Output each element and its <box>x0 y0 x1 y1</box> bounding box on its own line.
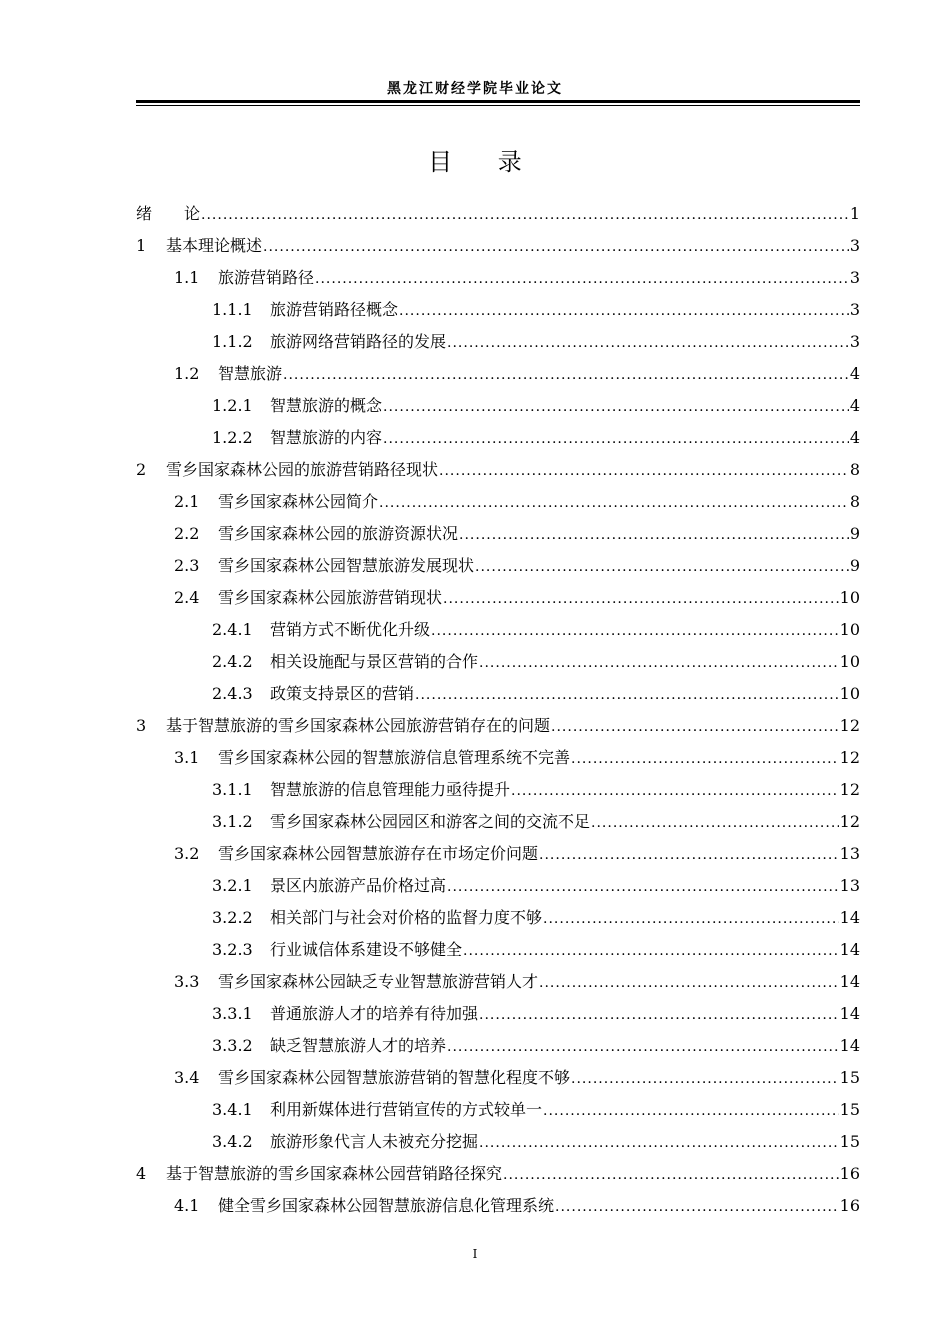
toc-entry-label: 绪 论 <box>136 204 201 223</box>
toc-entry[interactable] <box>136 486 860 518</box>
toc-entry[interactable] <box>136 1126 860 1158</box>
toc-entry[interactable] <box>136 934 860 966</box>
toc-entry[interactable] <box>136 614 860 646</box>
toc-dot-leader <box>415 678 839 710</box>
toc-entry-page: 13 <box>839 844 860 863</box>
toc-entry-label: 雪乡国家森林公园的旅游资源状况 <box>218 524 459 543</box>
toc-entry-page: 14 <box>839 1036 860 1055</box>
toc-entry-label: 缺乏智慧旅游人才的培养 <box>270 1036 447 1055</box>
toc-entry[interactable] <box>136 1158 860 1190</box>
toc-entry-page: 4 <box>849 428 860 447</box>
toc-entry-number: 3.3.1 <box>212 1004 253 1023</box>
toc-entry-page: 8 <box>849 492 860 511</box>
toc-entry-page: 1 <box>849 204 860 223</box>
toc-entry-page: 12 <box>839 812 860 831</box>
toc-entry-label: 旅游形象代言人未被充分挖掘 <box>270 1132 479 1151</box>
toc-entry-number: 2.4.2 <box>212 652 253 671</box>
toc-entry-number: 3 <box>136 716 147 735</box>
toc-dot-leader <box>463 934 839 966</box>
toc-dot-leader <box>315 262 849 294</box>
toc-entry-label: 雪乡国家森林公园缺乏专业智慧旅游营销人才 <box>218 972 539 991</box>
toc-dot-leader <box>447 326 849 358</box>
toc-dot-leader <box>479 998 839 1030</box>
header-rule-thick <box>136 100 860 103</box>
toc-entry-page: 4 <box>849 364 860 383</box>
toc-entry-label: 智慧旅游的信息管理能力亟待提升 <box>270 780 511 799</box>
toc-entry-label: 雪乡国家森林公园简介 <box>218 492 379 511</box>
toc-dot-leader <box>503 1158 839 1190</box>
toc-entry[interactable] <box>136 646 860 678</box>
toc-dot-leader <box>431 614 839 646</box>
toc-entry-label: 旅游网络营销路径的发展 <box>270 332 447 351</box>
toc-dot-leader <box>459 518 849 550</box>
toc-entry[interactable] <box>136 582 860 614</box>
toc-entry-label: 基本理论概述 <box>166 236 263 255</box>
toc-dot-leader <box>479 1126 839 1158</box>
toc-entry-number: 3.2.1 <box>212 876 253 895</box>
toc-entry[interactable] <box>136 198 860 230</box>
header-rule-thin <box>136 105 860 106</box>
toc-entry[interactable] <box>136 710 860 742</box>
table-of-contents <box>136 198 860 1222</box>
toc-entry-label: 旅游营销路径 <box>218 268 315 287</box>
toc-entry[interactable] <box>136 838 860 870</box>
toc-dot-leader <box>383 390 849 422</box>
toc-entry-page: 9 <box>849 524 860 543</box>
toc-entry-page: 3 <box>849 300 860 319</box>
toc-entry-page: 14 <box>839 1004 860 1023</box>
toc-entry-page: 14 <box>839 908 860 927</box>
toc-entry-page: 12 <box>839 780 860 799</box>
toc-dot-leader <box>591 806 839 838</box>
toc-entry-label: 智慧旅游 <box>218 364 283 383</box>
toc-entry[interactable] <box>136 870 860 902</box>
toc-dot-leader <box>543 902 839 934</box>
toc-dot-leader <box>283 358 849 390</box>
toc-entry-page: 3 <box>849 332 860 351</box>
toc-entry-number: 2.2 <box>174 524 200 543</box>
toc-dot-leader <box>399 294 849 326</box>
toc-dot-leader <box>571 742 839 774</box>
toc-entry[interactable] <box>136 1062 860 1094</box>
toc-entry[interactable] <box>136 902 860 934</box>
toc-entry-number: 2.4.1 <box>212 620 253 639</box>
toc-entry-page: 10 <box>839 684 860 703</box>
toc-dot-leader <box>439 454 849 486</box>
toc-entry-number: 3.1.1 <box>212 780 253 799</box>
toc-entry[interactable] <box>136 1030 860 1062</box>
toc-entry-page: 16 <box>839 1164 860 1183</box>
toc-dot-leader <box>443 582 839 614</box>
toc-entry-page: 16 <box>839 1196 860 1215</box>
toc-entry-number: 3.3.2 <box>212 1036 253 1055</box>
toc-entry[interactable] <box>136 294 860 326</box>
toc-dot-leader <box>543 1094 839 1126</box>
toc-entry[interactable] <box>136 1190 860 1222</box>
toc-dot-leader <box>475 550 849 582</box>
toc-dot-leader <box>379 486 849 518</box>
toc-entry-label: 利用新媒体进行营销宣传的方式较单一 <box>270 1100 543 1119</box>
toc-entry[interactable] <box>136 454 860 486</box>
toc-entry-label: 行业诚信体系建设不够健全 <box>270 940 463 959</box>
toc-entry-page: 13 <box>839 876 860 895</box>
toc-entry-number: 2 <box>136 460 147 479</box>
toc-entry-label: 雪乡国家森林公园园区和游客之间的交流不足 <box>270 812 591 831</box>
toc-entry-label: 相关部门与社会对价格的监督力度不够 <box>270 908 543 927</box>
toc-entry-number: 3.2.3 <box>212 940 253 959</box>
toc-entry-number: 1.1 <box>174 268 200 287</box>
toc-dot-leader <box>555 1190 839 1222</box>
toc-entry-number: 3.4.2 <box>212 1132 253 1151</box>
toc-entry[interactable] <box>136 806 860 838</box>
toc-entry-number: 1.2 <box>174 364 200 383</box>
toc-entry-label: 雪乡国家森林公园的智慧旅游信息管理系统不完善 <box>218 748 571 767</box>
toc-entry-page: 10 <box>839 620 860 639</box>
toc-entry-page: 8 <box>849 460 860 479</box>
toc-entry-number: 4 <box>136 1164 147 1183</box>
toc-entry-page: 15 <box>839 1068 860 1087</box>
toc-entry-label: 基于智慧旅游的雪乡国家森林公园旅游营销存在的问题 <box>166 716 551 735</box>
toc-dot-leader <box>539 838 839 870</box>
toc-entry[interactable] <box>136 966 860 998</box>
toc-entry-number: 2.3 <box>174 556 200 575</box>
toc-entry-number: 3.4.1 <box>212 1100 253 1119</box>
toc-entry-number: 1.2.2 <box>212 428 253 447</box>
toc-entry-label: 景区内旅游产品价格过高 <box>270 876 447 895</box>
toc-entry[interactable] <box>136 774 860 806</box>
toc-dot-leader <box>447 870 839 902</box>
toc-entry[interactable] <box>136 678 860 710</box>
toc-entry[interactable] <box>136 742 860 774</box>
toc-entry-number: 3.1.2 <box>212 812 253 831</box>
page-number: I <box>472 1247 478 1261</box>
toc-dot-leader <box>263 230 849 262</box>
toc-dot-leader <box>383 422 849 454</box>
toc-entry-number: 2.4 <box>174 588 200 607</box>
toc-entry-label: 旅游营销路径概念 <box>270 300 399 319</box>
toc-entry-label: 雪乡国家森林公园智慧旅游营销的智慧化程度不够 <box>218 1068 571 1087</box>
toc-dot-leader <box>447 1030 839 1062</box>
toc-entry-number: 1.2.1 <box>212 396 253 415</box>
toc-entry-label: 普通旅游人才的培养有待加强 <box>270 1004 479 1023</box>
toc-entry-page: 10 <box>839 588 860 607</box>
toc-entry-label: 雪乡国家森林公园的旅游营销路径现状 <box>166 460 439 479</box>
toc-entry-page: 9 <box>849 556 860 575</box>
toc-entry-number: 1.1.2 <box>212 332 253 351</box>
toc-entry-page: 10 <box>839 652 860 671</box>
toc-entry[interactable] <box>136 262 860 294</box>
toc-entry-label: 智慧旅游的概念 <box>270 396 383 415</box>
toc-entry-page: 14 <box>839 972 860 991</box>
toc-entry-label: 雪乡国家森林公园智慧旅游发展现状 <box>218 556 475 575</box>
toc-dot-leader <box>539 966 839 998</box>
toc-entry-page: 3 <box>849 268 860 287</box>
toc-entry-label: 智慧旅游的内容 <box>270 428 383 447</box>
toc-entry-label: 营销方式不断优化升级 <box>270 620 431 639</box>
toc-entry-page: 4 <box>849 396 860 415</box>
toc-entry-number: 1.1.1 <box>212 300 253 319</box>
toc-entry-label: 雪乡国家森林公园旅游营销现状 <box>218 588 443 607</box>
toc-dot-leader <box>511 774 839 806</box>
toc-entry-number: 2.4.3 <box>212 684 253 703</box>
toc-entry-page: 14 <box>839 940 860 959</box>
toc-entry-label: 相关设施配与景区营销的合作 <box>270 652 479 671</box>
toc-entry-number: 3.3 <box>174 972 200 991</box>
toc-dot-leader <box>479 646 839 678</box>
toc-entry-number: 3.2.2 <box>212 908 253 927</box>
toc-entry-page: 12 <box>839 716 860 735</box>
toc-dot-leader <box>201 198 849 230</box>
toc-entry-page: 12 <box>839 748 860 767</box>
toc-dot-leader <box>571 1062 839 1094</box>
toc-entry-page: 3 <box>849 236 860 255</box>
toc-entry[interactable] <box>136 998 860 1030</box>
toc-entry-number: 4.1 <box>174 1196 200 1215</box>
toc-entry[interactable] <box>136 390 860 422</box>
toc-entry-number: 3.1 <box>174 748 200 767</box>
toc-entry-label: 雪乡国家森林公园智慧旅游存在市场定价问题 <box>218 844 539 863</box>
toc-entry[interactable] <box>136 358 860 390</box>
toc-title: 目 录 <box>428 148 522 176</box>
toc-entry[interactable] <box>136 326 860 358</box>
toc-entry[interactable] <box>136 230 860 262</box>
toc-entry[interactable] <box>136 422 860 454</box>
toc-entry-number: 2.1 <box>174 492 200 511</box>
toc-entry-page: 15 <box>839 1100 860 1119</box>
toc-entry-label: 健全雪乡国家森林公园智慧旅游信息化管理系统 <box>218 1196 555 1215</box>
toc-entry-page: 15 <box>839 1132 860 1151</box>
toc-entry-label: 政策支持景区的营销 <box>270 684 415 703</box>
toc-entry[interactable] <box>136 1094 860 1126</box>
toc-entry-number: 1 <box>136 236 147 255</box>
toc-entry[interactable] <box>136 550 860 582</box>
toc-entry-number: 3.2 <box>174 844 200 863</box>
running-header: 黑龙江财经学院毕业论文 <box>387 81 563 97</box>
toc-entry-label: 基于智慧旅游的雪乡国家森林公园营销路径探究 <box>166 1164 503 1183</box>
toc-entry[interactable] <box>136 518 860 550</box>
toc-dot-leader <box>551 710 839 742</box>
toc-entry-number: 3.4 <box>174 1068 200 1087</box>
